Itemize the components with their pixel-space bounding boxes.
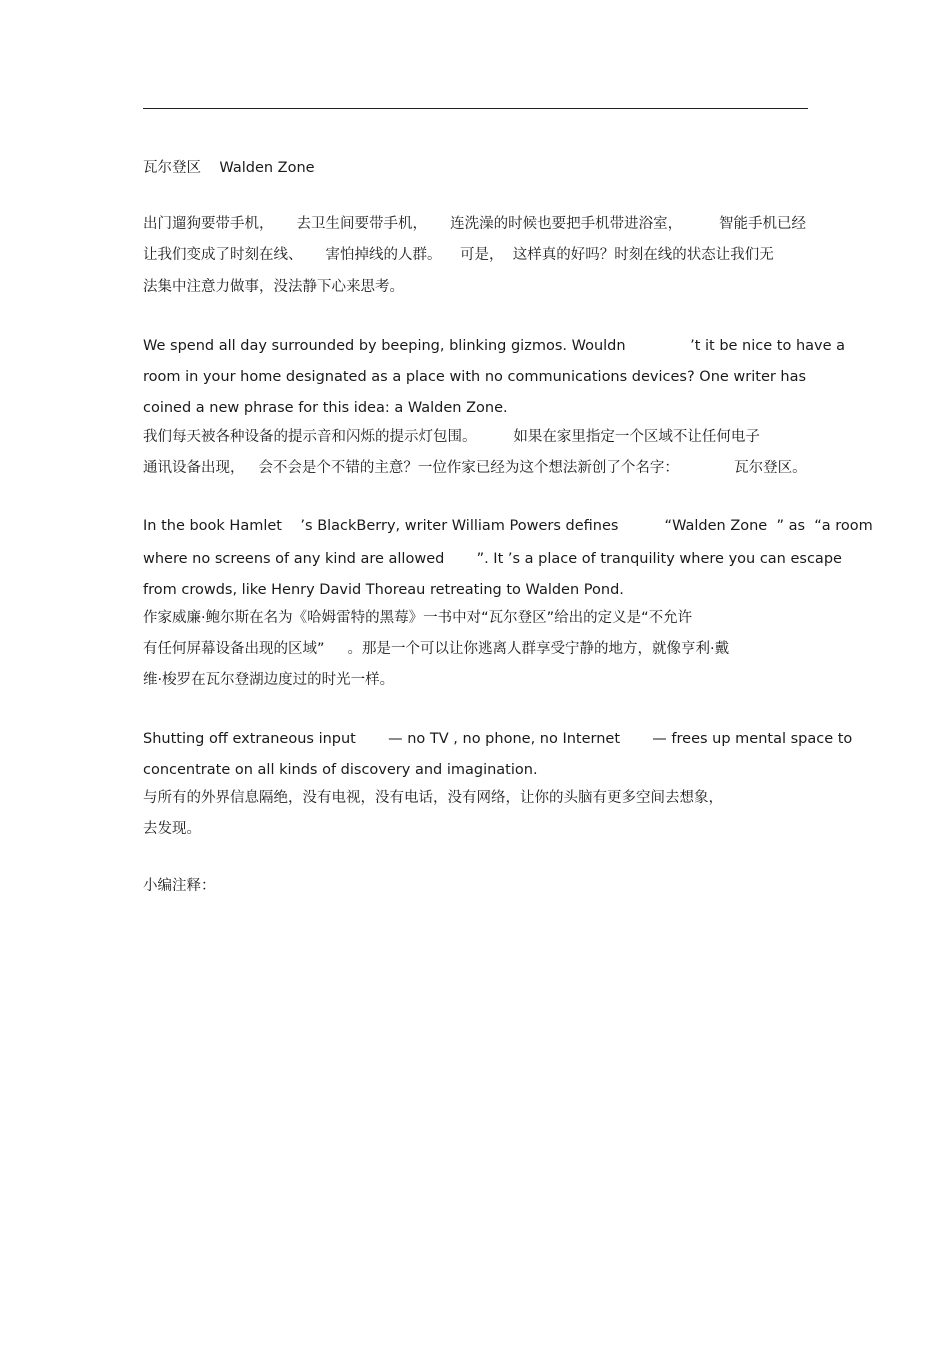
paragraph-line: 与所有的外界信息隔绝，没有电视，没有电话，没有网络，让你的头脑有更多空间去想象，	[143, 790, 723, 806]
paragraph-line: 通讯设备出现， 会不会是个不错的主意？一位作家已经为这个想法新创了个名字： 瓦尔登区。	[143, 460, 807, 476]
document-title: 瓦尔登区 Walden Zone	[143, 160, 315, 176]
header-rule	[143, 108, 808, 109]
paragraph-line: 我们每天被各种设备的提示音和闪烁的提示灯包围。 如果在家里指定一个区域不让任何电子	[143, 429, 760, 445]
paragraph-line: 维·梭罗在瓦尔登湖边度过的时光一样。	[143, 672, 395, 688]
paragraph-line: 有任何屏幕设备出现的区域” 。那是一个可以让你逃离人群享受宁静的地方，就像亨利·戴	[143, 641, 730, 657]
paragraph-line: 去发现。	[143, 821, 201, 837]
paragraph-line: concentrate on all kinds of discovery and imagination.	[143, 762, 538, 778]
paragraph-line: 出门遛狗要带手机， 去卫生间要带手机， 连洗澡的时候也要把手机带进浴室， 智能手机已经	[143, 216, 806, 232]
paragraph-line: from crowds, like Henry David Thoreau retreating to Walden Pond.	[143, 582, 624, 598]
paragraph-line: where no screens of any kind are allowed ”. It ’s a place of tranquility where you can escape	[143, 551, 842, 567]
editor-note-label: 小编注释：	[143, 878, 216, 894]
paragraph-line: We spend all day surrounded by beeping, blinking gizmos. Wouldn ’t it be nice to have a	[143, 338, 846, 354]
paragraph-line: 作家威廉·鲍尔斯在名为《哈姆雷特的黑莓》一书中对“瓦尔登区”给出的定义是“不允许	[143, 610, 693, 626]
paragraph-line: Shutting off extraneous input — no TV , no phone, no Internet — frees up mental space to	[143, 731, 853, 747]
paragraph-line: In the book Hamlet ’s BlackBerry, writer William Powers defines “Walden Zone ” as “a room	[143, 518, 873, 534]
paragraph-line: room in your home designated as a place with no communications devices? One writer has	[143, 369, 807, 385]
paragraph-line: coined a new phrase for this idea: a Walden Zone.	[143, 400, 508, 416]
paragraph-line: 让我们变成了时刻在线、 害怕掉线的人群。 可是， 这样真的好吗？时刻在线的状态让我们无	[143, 247, 774, 263]
paragraph-line: 法集中注意力做事，没法静下心来思考。	[143, 279, 404, 295]
